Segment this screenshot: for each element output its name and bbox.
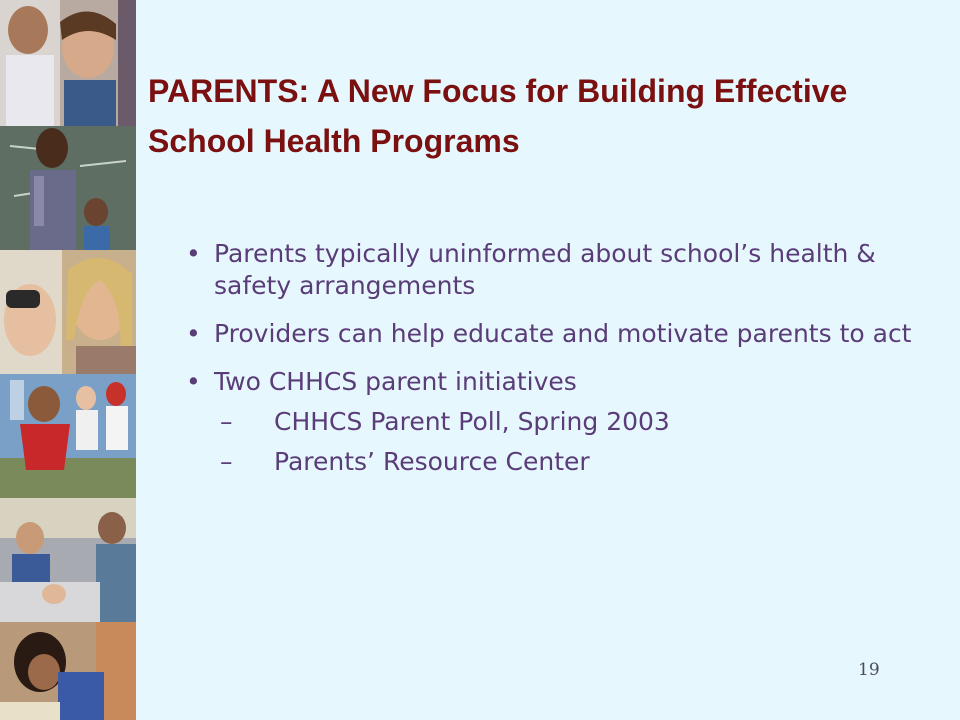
photo-collage-strip	[0, 0, 136, 720]
photo-teacher-student	[0, 0, 136, 126]
sub-bullet-marker: –	[220, 407, 233, 436]
bullet-marker: •	[186, 319, 201, 348]
bullet-marker: •	[186, 367, 201, 396]
slide-title: PARENTS: A New Focus for Building Effective School Health Programs	[148, 73, 848, 159]
sub-bullet-list	[214, 406, 916, 478]
sub-bullet-item	[214, 446, 916, 478]
photo-girl-reading	[0, 622, 136, 720]
bullet-list	[186, 238, 916, 494]
photo-microscope	[0, 250, 136, 374]
photo-kids-running	[0, 374, 136, 498]
bullet-marker: •	[186, 239, 201, 268]
bullet-text: Two CHHCS parent initiatives	[214, 367, 577, 396]
page-number: 19	[858, 660, 880, 680]
bullet-item	[186, 238, 916, 302]
bullet-item	[186, 366, 916, 478]
sub-bullet-marker: –	[220, 447, 233, 476]
bullet-item	[186, 318, 916, 350]
bullet-text: Providers can help educate and motivate parents to act	[214, 319, 912, 348]
photo-classroom	[0, 498, 136, 622]
bullet-text: Parents typically uninformed about school’s health & safety arrangements	[214, 239, 876, 300]
photo-chalkboard-boy	[0, 126, 136, 250]
sub-bullet-text: Parents’ Resource Center	[274, 447, 590, 476]
sub-bullet-text: CHHCS Parent Poll, Spring 2003	[274, 407, 670, 436]
sub-bullet-item	[214, 406, 916, 438]
